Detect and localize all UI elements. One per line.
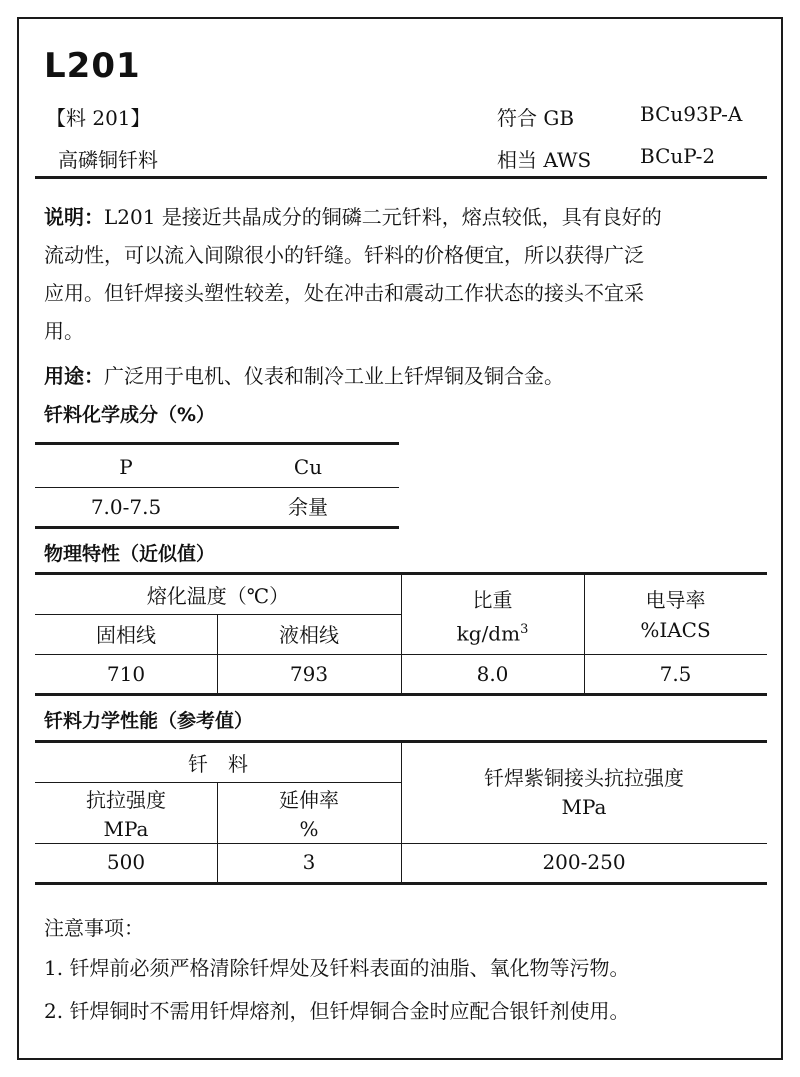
physical-value-density: 8.0 bbox=[476, 662, 509, 686]
description-line-4: 用。 bbox=[44, 319, 84, 343]
mechanical-filler-rule bbox=[35, 782, 401, 783]
composition-mid-rule bbox=[35, 487, 399, 488]
usage-lead: 用途： bbox=[44, 364, 104, 388]
mechanical-value-tensile: 500 bbox=[106, 850, 146, 874]
mechanical-joint-unit: MPa bbox=[561, 795, 607, 819]
mechanical-vline-2 bbox=[401, 742, 402, 883]
mechanical-elongation-header: 延伸率 bbox=[279, 788, 339, 812]
description-paragraph bbox=[44, 198, 768, 350]
product-code: L201 bbox=[44, 46, 141, 86]
mechanical-filler-header: 钎 料 bbox=[188, 752, 248, 776]
physical-melt-rule bbox=[35, 614, 401, 615]
physical-title: 物理特性（近似值） bbox=[44, 543, 216, 565]
physical-vline-1 bbox=[217, 614, 218, 695]
physical-melt-header: 熔化温度（℃） bbox=[146, 584, 290, 608]
description-line-2: 流动性，可以流入间隙很小的钎缝。钎料的价格便宜，所以获得广泛 bbox=[44, 243, 644, 267]
standard-gb-value: BCu93P-A bbox=[640, 102, 743, 126]
composition-value-p: 7.0-7.5 bbox=[90, 495, 162, 519]
mechanical-joint-header: 钎焊紫铜接头抗拉强度 bbox=[484, 766, 684, 790]
composition-top-rule bbox=[35, 442, 399, 445]
mechanical-tensile-unit: MPa bbox=[103, 817, 149, 841]
mechanical-title: 钎料力学性能（参考值） bbox=[44, 710, 254, 732]
product-name: 高磷铜钎料 bbox=[58, 148, 158, 172]
note-item-1: 1. 钎焊前必须严格清除钎焊处及钎料表面的油脂、氧化物等污物。 bbox=[44, 956, 630, 980]
physical-liquidus-header: 液相线 bbox=[279, 623, 339, 647]
physical-value-conductivity: 7.5 bbox=[659, 662, 692, 686]
physical-conductivity-header: 电导率 bbox=[645, 588, 706, 612]
composition-title: 钎料化学成分（%） bbox=[44, 404, 216, 426]
usage-text: 广泛用于电机、仪表和制冷工业上钎焊铜及铜合金。 bbox=[104, 364, 564, 388]
physical-vline-3 bbox=[584, 574, 585, 695]
physical-conductivity-unit: %IACS bbox=[640, 618, 711, 642]
standard-aws-value: BCuP-2 bbox=[640, 144, 716, 168]
physical-value-liquidus: 793 bbox=[289, 662, 329, 686]
physical-density-header: 比重 bbox=[472, 588, 513, 612]
composition-header-cu: Cu bbox=[293, 455, 323, 479]
mechanical-tensile-header: 抗拉强度 bbox=[86, 788, 166, 812]
header-rule bbox=[35, 176, 767, 179]
usage-paragraph bbox=[44, 357, 768, 395]
composition-value-cu: 余量 bbox=[288, 495, 328, 519]
note-item-2: 2. 钎焊铜时不需用钎焊熔剂，但钎焊铜合金时应配合银钎剂使用。 bbox=[44, 999, 630, 1023]
density-unit-text: kg/dm bbox=[456, 621, 521, 646]
physical-value-solidus: 710 bbox=[106, 662, 146, 686]
product-alias: 【料 201】 bbox=[46, 106, 151, 130]
physical-density-unit bbox=[401, 618, 584, 646]
mechanical-vline-1 bbox=[217, 782, 218, 883]
mechanical-value-elongation: 3 bbox=[302, 850, 316, 874]
description-line-1: L201 是接近共晶成分的铜磷二元钎料，熔点较低，具有良好的 bbox=[104, 205, 662, 229]
description-lead: 说明： bbox=[44, 205, 104, 229]
description-line-3: 应用。但钎焊接头塑性较差，处在冲击和震动工作状态的接头不宜采 bbox=[44, 281, 644, 305]
mechanical-value-joint: 200-250 bbox=[542, 850, 626, 874]
physical-solidus-header: 固相线 bbox=[96, 623, 156, 647]
standard-gb-label: 符合 GB bbox=[497, 106, 575, 130]
mechanical-elongation-unit: % bbox=[299, 817, 319, 841]
composition-header-p: P bbox=[119, 455, 133, 479]
notes-title: 注意事项： bbox=[44, 916, 144, 940]
standard-aws-label: 相当 AWS bbox=[497, 148, 592, 172]
physical-vline-2 bbox=[401, 574, 402, 695]
density-unit-superscript: 3 bbox=[520, 622, 529, 637]
composition-bottom-rule bbox=[35, 526, 399, 529]
